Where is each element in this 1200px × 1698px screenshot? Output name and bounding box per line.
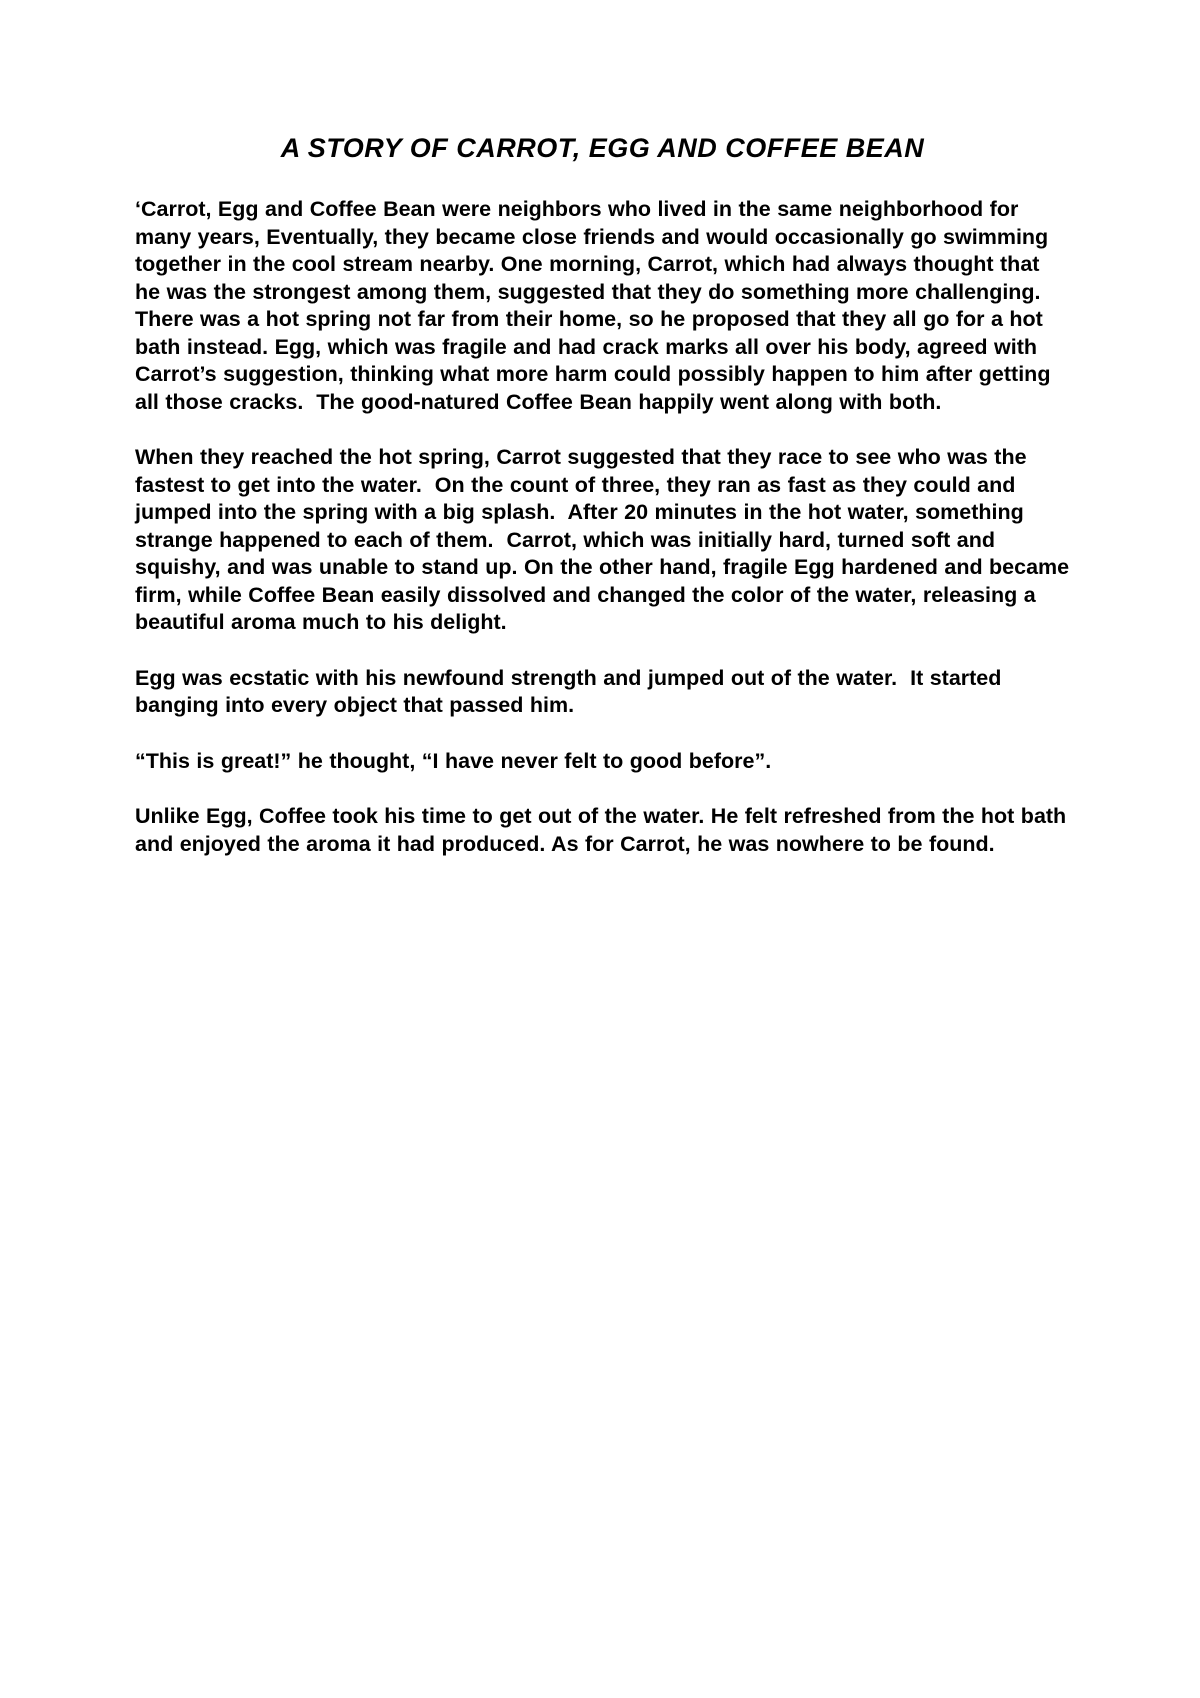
document-title: A STORY OF CARROT, EGG AND COFFEE BEAN	[280, 133, 925, 163]
story-paragraph-5: Unlike Egg, Coffee took his time to get out of the water. He felt refreshed from the hot bath and enjoyed the aroma it had produced. As for Carrot, he was nowhere to be found.	[135, 804, 1073, 856]
story-paragraph-1: ‘Carrot, Egg and Coffee Bean were neighbors who lived in the same neighborhood for many years, Eventually, they became close friends and would occasionally go swimming together in the cool stream nearby. One morning, Carrot, which had always thought that he was the strongest among them, suggested that they do something more challenging. There was a hot spring not far from their home, so he proposed that they all go for a hot bath instead. Egg, which was fragile and had crack marks all over his body, agreed with Carrot’s suggestion, thinking what more harm could possibly happen to him after getting all those cracks. The good-natured Coffee Bean happily went along with both.	[135, 197, 1057, 414]
story-paragraph-4: “This is great!” he thought, “I have never felt to good before”.	[135, 748, 772, 773]
story-paragraph-3: Egg was ecstatic with his newfound strength and jumped out of the water. It started banging into every object that passed him.	[135, 665, 1008, 718]
document-content	[135, 132, 1076, 886]
story-paragraph-2: When they reached the hot spring, Carrot suggested that they race to see who was the fastest to get into the water. On the count of three, they ran as fast as they could and jumped into the spring with a big splash. After 20 minutes in the hot water, something strange happened to each of them. Carrot, which was initially hard, turned soft and squishy, and was unable to stand up. On the other hand, fragile Egg hardened and became firm, while Coffee Bean easily dissolved and changed the color of the water, releasing a beautiful aroma much to his delight.	[135, 445, 1076, 635]
